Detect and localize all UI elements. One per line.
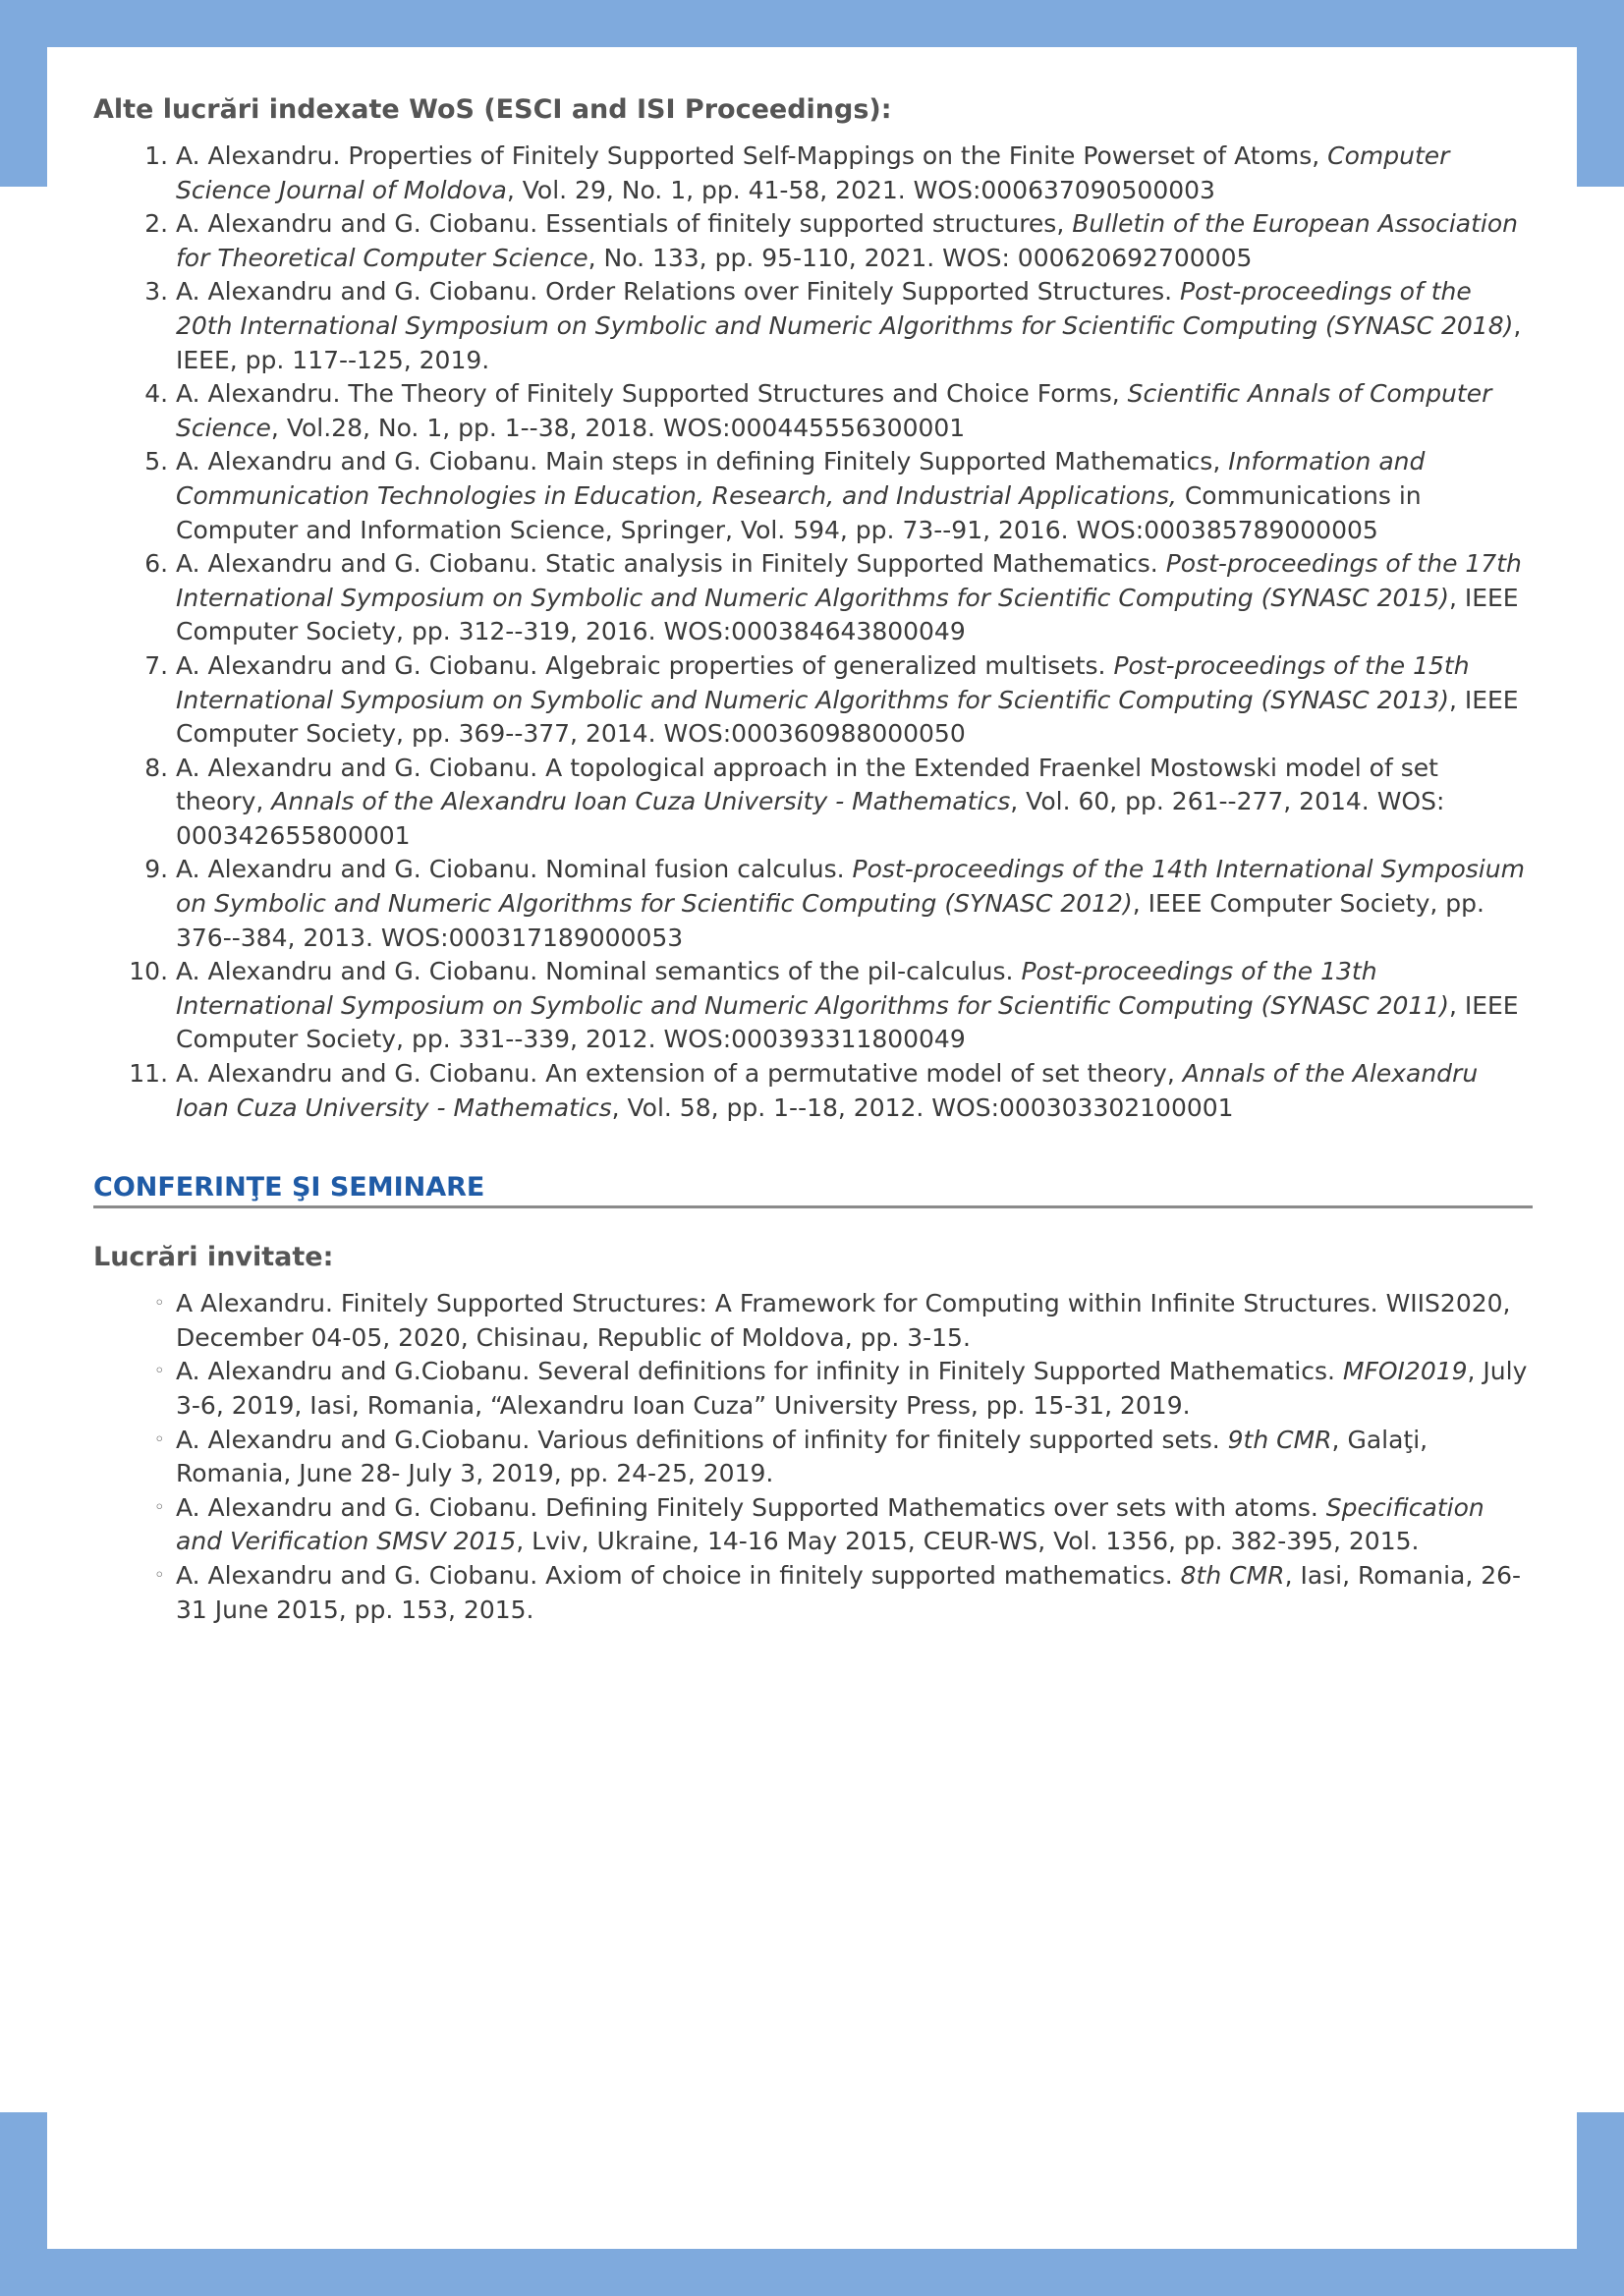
publication-item-venue: Scientific Annals of Computer Science [176, 379, 1492, 442]
bullet-icon: ◦ [154, 1564, 165, 1586]
publication-item-authors-title: A. Alexandru and G. Ciobanu. Algebraic properties of generalized multisets. [176, 650, 1114, 680]
talk-item-authors-title: A. Alexandru and G. Ciobanu. Axiom of choice in finitely supported mathematics. [176, 1560, 1181, 1590]
publication-item-venue: Bulletin of the European Association for Theoretical Computer Science [176, 209, 1518, 272]
page-frame-bottom-right [1577, 2112, 1624, 2296]
publication-item-venue: Information and Communication Technologies in Education, Research, and Industrial Applications, [176, 447, 1426, 510]
talk-item-details: , Iasi, Romania, 26-31 June 2015, pp. 153, 2015. [176, 1560, 1522, 1624]
bullet-icon: ◦ [154, 1496, 165, 1518]
wos-heading: Alte lucrări indexate WoS (ESCI and ISI Proceedings): [93, 94, 892, 125]
publication-item-venue: Post-proceedings of the 13th International Symposium on Symbolic and Numeric Algorithms for Scientific Computing (SYNASC 2011) [176, 957, 1449, 1020]
page-frame-top [0, 0, 1624, 47]
publication-item-details: , IEEE Computer Society, pp. 369--377, 2014. WOS:000360988000050 [176, 685, 1519, 749]
publication-item-details: , IEEE Computer Society, pp. 376--384, 2013. WOS:000317189000053 [176, 889, 1484, 952]
publication-item-authors-title: A. Alexandru. Properties of Finitely Supported Self-Mappings on the Finite Powerset of Atoms, [176, 141, 1328, 170]
publication-item-venue: Annals of the Alexandru Ioan Cuza University - Mathematics [176, 1059, 1479, 1122]
section-title-conferences: CONFERINŢE ŞI SEMINARE [93, 1170, 1533, 1208]
page-frame-bottom [0, 2249, 1624, 2296]
publication-item-authors-title: A. Alexandru and G. Ciobanu. Essentials of finitely supported structures, [176, 209, 1073, 239]
publication-item-details: , IEEE Computer Society, pp. 331--339, 2012. WOS:000393311800049 [176, 990, 1519, 1054]
publication-item [176, 140, 1533, 207]
talk-item-authors-title: A. Alexandru and G.Ciobanu. Several definitions for infinity in Finitely Supported Mathematics. [176, 1357, 1343, 1386]
talk-item-details: , Lviv, Ukraine, 14-16 May 2015, CEUR-WS, Vol. 1356, pp. 382-395, 2015. [516, 1527, 1420, 1556]
publication-item [176, 955, 1533, 1057]
publication-item-authors-title: A. Alexandru and G. Ciobanu. Nominal fusion calculus. [176, 855, 853, 884]
talk-item-details: , Galaţi, Romania, June 28- July 3, 2019, pp. 24-25, 2019. [176, 1425, 1428, 1488]
publication-item [176, 377, 1533, 445]
publication-item-venue: Annals of the Alexandru Ioan Cuza University - Mathematics [271, 787, 1011, 816]
publication-item-venue: Post-proceedings of the 14th International Symposium on Symbolic and Numeric Algorithms for Scientific Computing (SYNASC 2012) [176, 855, 1525, 919]
talk-item [154, 1559, 1533, 1627]
publication-item-venue: Post-proceedings of the 15th International Symposium on Symbolic and Numeric Algorithms for Scientific Computing (SYNASC 2013) [176, 650, 1470, 714]
bullet-icon: ◦ [154, 1293, 165, 1315]
talk-item [154, 1424, 1533, 1491]
page-frame-top-right [1577, 0, 1624, 187]
publication-item [176, 1057, 1533, 1125]
publication-item-authors-title: A. Alexandru and G. Ciobanu. Order Relations over Finitely Supported Structures. [176, 277, 1181, 307]
publication-item-details: , Vol.28, No. 1, pp. 1--38, 2018. WOS:000445556300001 [270, 413, 966, 442]
invited-heading: Lucrări invitate: [93, 1242, 334, 1273]
publication-item-authors-title: A. Alexandru and G. Ciobanu. A topological approach in the Extended Fraenkel Mostowski model of set theory, [176, 753, 1438, 816]
talk-item-venue: MFOI2019 [1342, 1357, 1468, 1386]
publication-item-authors-title: A. Alexandru and G. Ciobanu. Static analysis in Finitely Supported Mathematics. [176, 549, 1166, 579]
publication-item [176, 207, 1533, 275]
invited-talks-list [93, 1287, 1533, 1627]
talk-item-venue: Specification and Verification SMSV 2015 [176, 1492, 1484, 1556]
bullet-icon: ◦ [154, 1428, 165, 1450]
publication-item-details: , IEEE Computer Society, pp. 312--319, 2016. WOS:000384643800049 [176, 583, 1519, 646]
publication-item-details: Communications in Computer and Information Science, Springer, Vol. 594, pp. 73--91, 2016. WOS:000385789000005 [176, 480, 1422, 544]
publication-item-authors-title: A. Alexandru and G. Ciobanu. An extension of a permutative model of set theory, [176, 1059, 1183, 1089]
publication-item [176, 445, 1533, 547]
talk-item [154, 1287, 1533, 1355]
publication-item [176, 547, 1533, 649]
publication-item-venue: Computer Science Journal of Moldova [176, 141, 1450, 204]
publication-item [176, 275, 1533, 377]
publication-item-venue: Post-proceedings of the 20th International Symposium on Symbolic and Numeric Algorithms for Scientific Computing (SYNASC 2018) [176, 277, 1514, 340]
page-frame-top-left [0, 0, 47, 187]
talk-item-venue: 8th CMR [1180, 1560, 1285, 1590]
publication-item-details: , Vol. 29, No. 1, pp. 41-58, 2021. WOS:000637090500003 [506, 175, 1215, 204]
talk-item [154, 1491, 1533, 1559]
publication-item-details: , IEEE, pp. 117--125, 2019. [176, 310, 1522, 374]
talk-item [154, 1355, 1533, 1423]
publication-item [176, 853, 1533, 955]
talk-item-venue: 9th CMR [1227, 1425, 1332, 1454]
document-content [93, 90, 1533, 1627]
talk-item-authors-title: A. Alexandru and G. Ciobanu. Defining Finitely Supported Mathematics over sets with atoms. [176, 1492, 1326, 1522]
talk-item-authors-title: A Alexandru. Finitely Supported Structures: A Framework for Computing within Infinite Structures. WIIS2020, December 04-05, 2020, Chisinau, Republic of Moldova, pp. 3-15. [176, 1289, 1511, 1352]
talk-item-details: , July 3-6, 2019, Iasi, Romania, “Alexandru Ioan Cuza” University Press, pp. 15-31, 2019. [176, 1357, 1528, 1420]
publication-item [176, 752, 1533, 854]
publication-list [93, 140, 1533, 1125]
talk-item-authors-title: A. Alexandru and G.Ciobanu. Various definitions of infinity for finitely supported sets. [176, 1425, 1228, 1454]
publication-item-authors-title: A. Alexandru and G. Ciobanu. Nominal semantics of the piI-calculus. [176, 957, 1022, 986]
publication-item-authors-title: A. Alexandru. The Theory of Finitely Supported Structures and Choice Forms, [176, 379, 1128, 409]
publication-item-venue: Post-proceedings of the 17th International Symposium on Symbolic and Numeric Algorithms for Scientific Computing (SYNASC 2015) [176, 549, 1522, 612]
page-frame-bottom-left [0, 2112, 47, 2296]
publication-item-details: , No. 133, pp. 95-110, 2021. WOS: 000620692700005 [588, 243, 1253, 272]
publication-item-authors-title: A. Alexandru and G. Ciobanu. Main steps in defining Finitely Supported Mathematics, [176, 447, 1229, 476]
publication-item-details: , Vol. 60, pp. 261--277, 2014. WOS: 000342655800001 [176, 787, 1445, 850]
bullet-icon: ◦ [154, 1361, 165, 1382]
publication-item-details: , Vol. 58, pp. 1--18, 2012. WOS:000303302100001 [611, 1092, 1234, 1122]
publication-item [176, 649, 1533, 752]
